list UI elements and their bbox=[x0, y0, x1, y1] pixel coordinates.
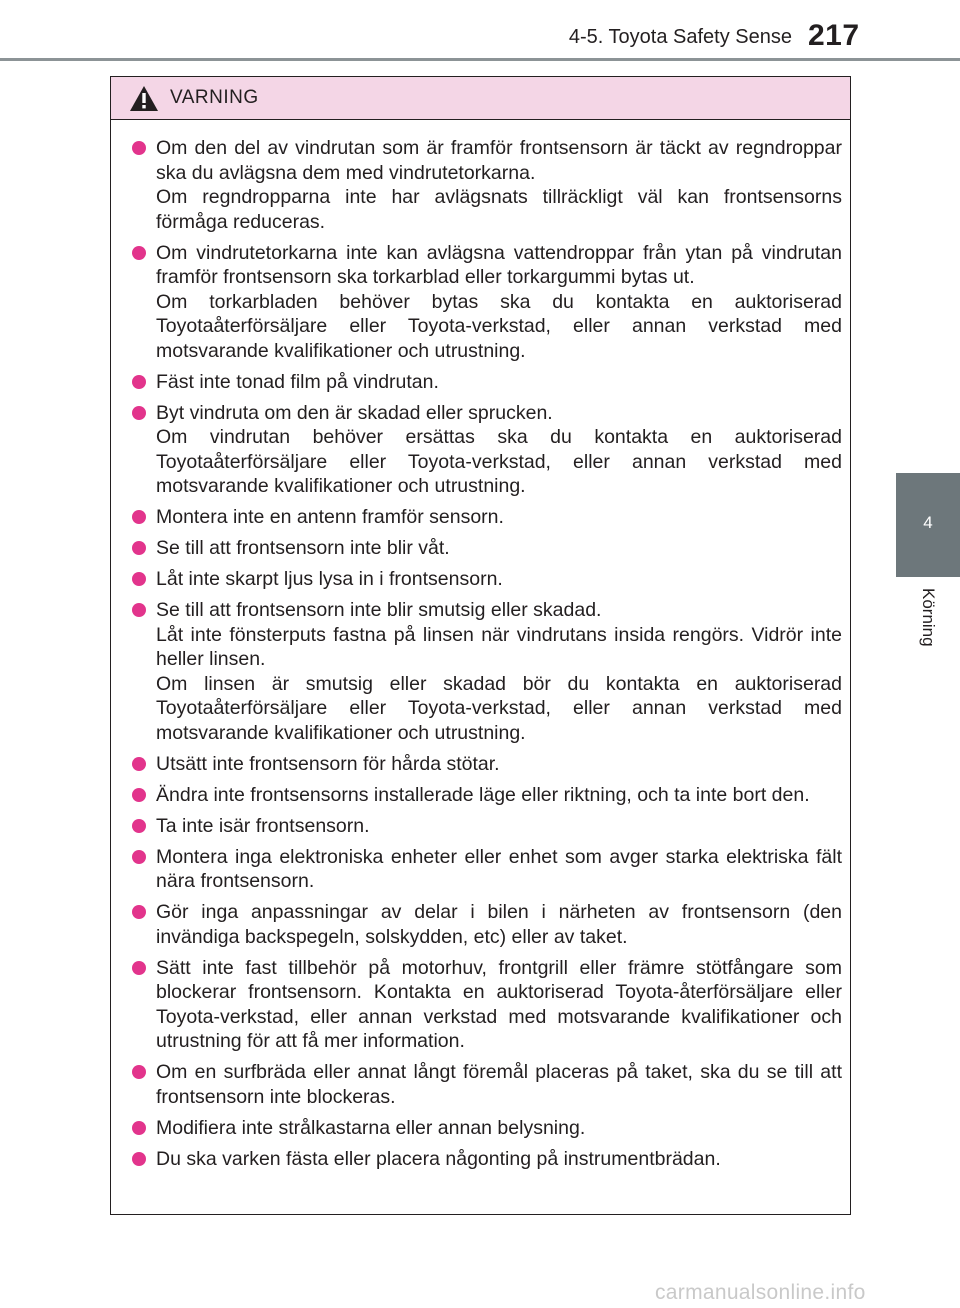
list-item-text: Om regndropparna inte har avlägsnats tillräckligt väl kan frontsensorns förmåga reduceras. bbox=[156, 186, 842, 233]
warning-list bbox=[111, 120, 850, 1171]
list-item bbox=[131, 567, 842, 592]
bullet-icon bbox=[132, 961, 146, 975]
list-item-text: Om vindrutan behöver ersättas ska du kontakta en auktoriserad Toyotaåterförsäljare eller Toyota-verkstad, eller annan verkstad med motsvarande kvalifikationer och utrustning. bbox=[156, 426, 842, 497]
list-item bbox=[131, 370, 842, 395]
bullet-icon bbox=[132, 510, 146, 524]
list-item bbox=[131, 505, 842, 530]
list-item bbox=[131, 536, 842, 561]
list-item-text: Montera inga elektroniska enheter eller enhet som avger starka elektriska fält nära frontsensorn. bbox=[156, 845, 842, 892]
list-item bbox=[131, 814, 842, 839]
list-item-text: Om den del av vindrutan som är framför frontsensorn är täckt av regndroppar ska du avlägsna dem med vindrutetorkarna. bbox=[156, 137, 842, 184]
list-item-text: Om en surfbräda eller annat långt föremål placeras på taket, ska du se till att frontsensorn inte blockeras. bbox=[156, 1061, 842, 1108]
list-item-text: Sätt inte fast tillbehör på motorhuv, frontgrill eller främre stötfångare som blockerar frontsensorn. Kontakta en auktoriserad Toyota-återförsäljare eller Toyota-verkstad, eller annan verkstad med motsvarande kvalifikationer och utrustning för att få mer information. bbox=[156, 956, 842, 1052]
warning-triangle-icon bbox=[129, 85, 159, 112]
page-number: 217 bbox=[808, 19, 860, 52]
list-item bbox=[131, 845, 842, 894]
list-item-text: Fäst inte tonad film på vindrutan. bbox=[156, 370, 439, 393]
bullet-icon bbox=[132, 905, 146, 919]
bullet-icon bbox=[132, 1065, 146, 1079]
list-item-text: Ändra inte frontsensorns installerade läge eller riktning, och ta inte bort den. bbox=[156, 783, 810, 806]
list-item-text: Se till att frontsensorn inte blir våt. bbox=[156, 537, 450, 559]
bullet-icon bbox=[132, 246, 146, 260]
list-item-text: Ta inte isär frontsensorn. bbox=[156, 814, 370, 837]
list-item bbox=[131, 136, 842, 234]
list-item bbox=[131, 900, 842, 949]
list-item-text: Montera inte en antenn framför sensorn. bbox=[156, 506, 504, 528]
bullet-icon bbox=[132, 1121, 146, 1135]
list-item-text: Byt vindruta om den är skadad eller sprucken. bbox=[156, 401, 553, 424]
list-item bbox=[131, 598, 842, 745]
chapter-label: Körning bbox=[919, 588, 938, 647]
bullet-icon bbox=[132, 1152, 146, 1166]
section-title: 4-5. Toyota Safety Sense bbox=[568, 26, 792, 48]
list-item-text: Gör inga anpassningar av delar i bilen i närheten av frontsensorn (den invändiga backspegeln, solskydden, etc) eller av taket. bbox=[156, 901, 842, 948]
list-item bbox=[131, 1116, 842, 1141]
list-item-text: Om linsen är smutsig eller skadad bör du kontakta en auktoriserad Toyotaåterförsäljare eller Toyota-verkstad, eller annan verkstad med motsvarande kvalifikationer och utrustning. bbox=[156, 672, 842, 744]
bullet-icon bbox=[132, 141, 146, 155]
list-item-text: Utsätt inte frontsensorn för hårda stötar. bbox=[156, 752, 500, 775]
list-item bbox=[131, 783, 842, 808]
list-item bbox=[131, 956, 842, 1054]
list-item bbox=[131, 241, 842, 364]
list-item-text: Se till att frontsensorn inte blir smutsig eller skadad. bbox=[156, 599, 602, 621]
warning-box bbox=[110, 76, 851, 1215]
bullet-icon bbox=[132, 572, 146, 586]
warning-title: VARNING bbox=[170, 87, 259, 108]
list-item bbox=[131, 1147, 842, 1172]
bullet-icon bbox=[132, 850, 146, 864]
header-divider bbox=[0, 58, 960, 61]
bullet-icon bbox=[132, 375, 146, 389]
bullet-icon bbox=[132, 406, 146, 420]
bullet-icon bbox=[132, 819, 146, 833]
bullet-icon bbox=[132, 788, 146, 802]
chapter-tab bbox=[896, 473, 960, 577]
bullet-icon bbox=[132, 757, 146, 771]
chapter-number: 4 bbox=[923, 513, 933, 532]
list-item-text: Låt inte skarpt ljus lysa in i frontsensorn. bbox=[156, 568, 503, 590]
list-item-text: Låt inte fönsterputs fastna på linsen när vindrutans insida rengörs. Vidrör inte heller linsen. bbox=[156, 623, 842, 670]
list-item-text: Om vindrutetorkarna inte kan avlägsna vattendroppar från ytan på vindrutan framför frontsensorn ska torkarblad eller torkargummi bytas ut. bbox=[156, 241, 842, 288]
warning-header bbox=[111, 77, 850, 120]
list-item-text: Om torkarbladen behöver bytas ska du kontakta en auktoriserad Toyotaåterförsäljare eller Toyota-verkstad, eller annan verkstad med motsvarande kvalifikationer och utrustning. bbox=[156, 290, 842, 362]
list-item bbox=[131, 1060, 842, 1109]
bullet-icon bbox=[132, 541, 146, 555]
bullet-icon bbox=[132, 603, 146, 617]
list-item bbox=[131, 401, 842, 499]
list-item bbox=[131, 752, 842, 777]
watermark: carmanualsonline.info bbox=[655, 1281, 866, 1304]
list-item-text: Du ska varken fästa eller placera någonting på instrumentbrädan. bbox=[156, 1147, 721, 1170]
list-item-text: Modifiera inte strålkastarna eller annan belysning. bbox=[156, 1116, 586, 1139]
